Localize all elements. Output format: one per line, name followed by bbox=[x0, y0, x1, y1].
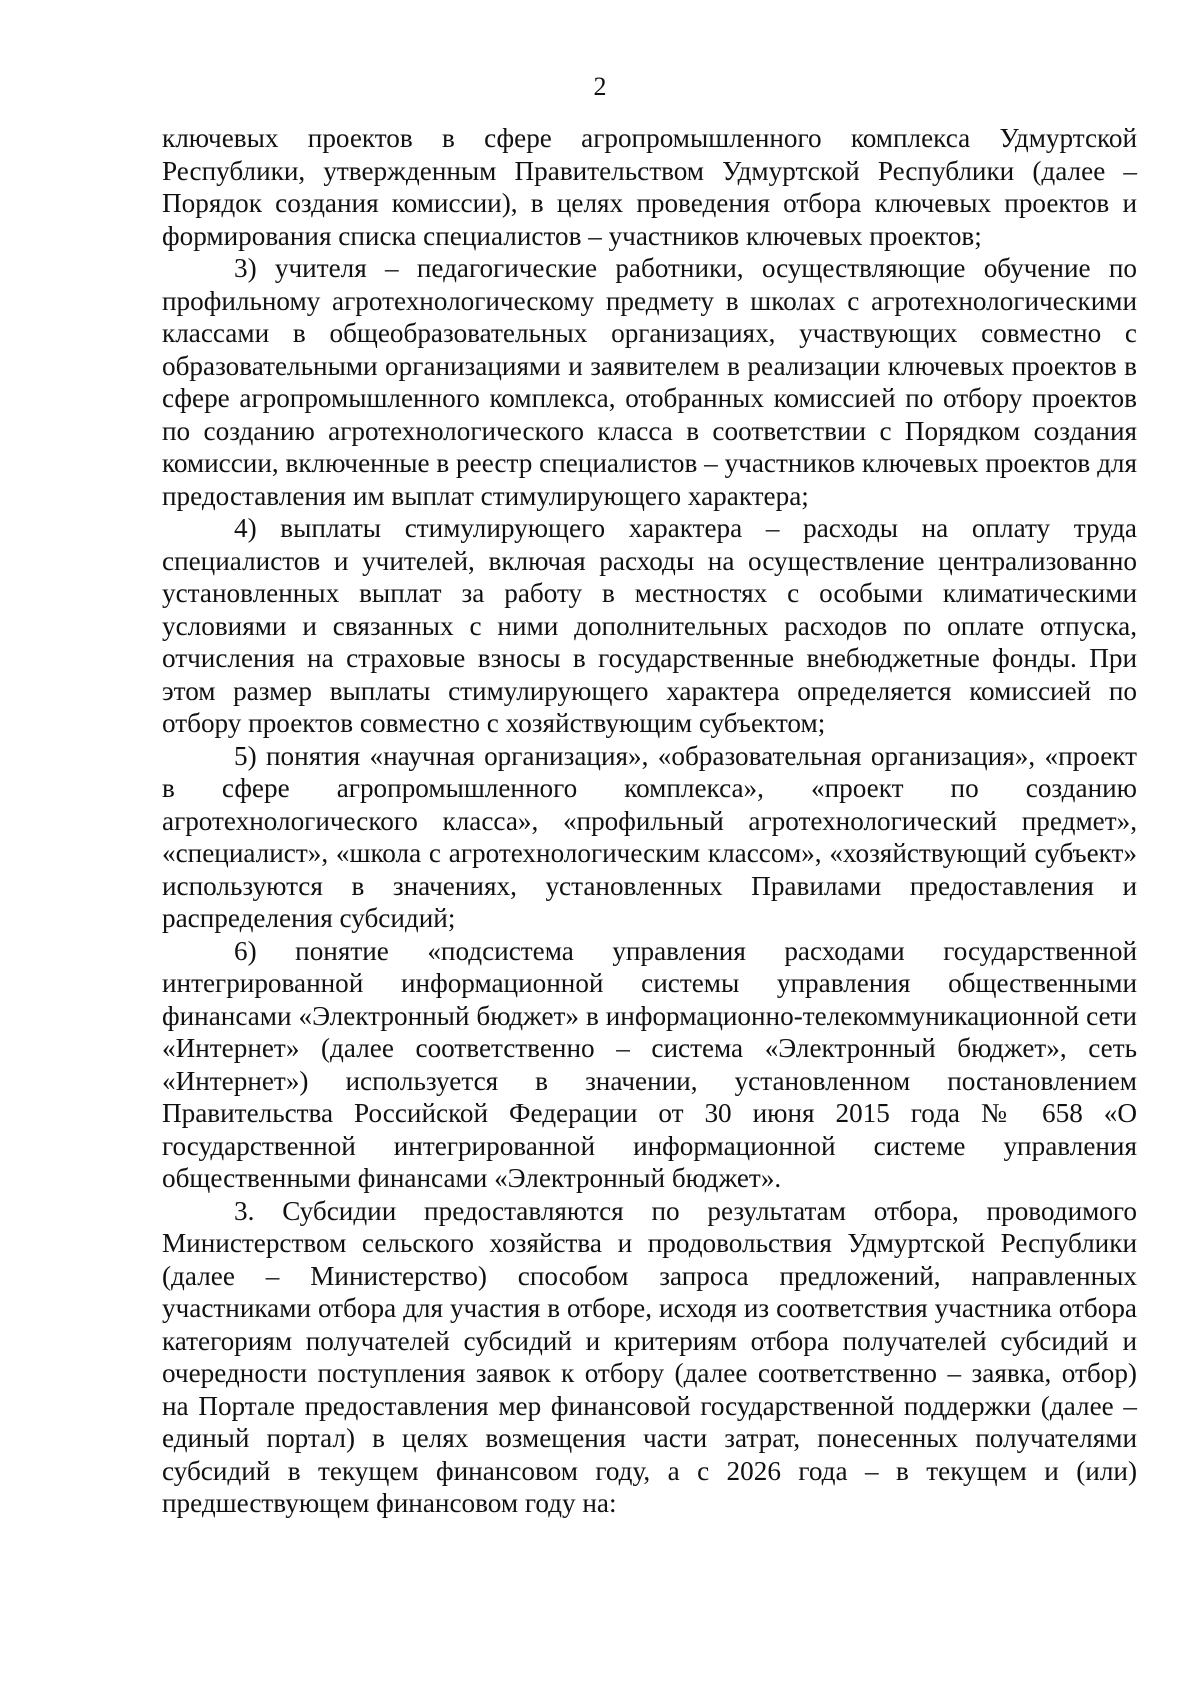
paragraph-clause-3-subsidies: 3. Субсидии предоставляются по результатам отбора, проводимого Министерством сельского хозяйства и продовольствия Удмуртской Республики (далее – Министерство) способом запроса предложений, направленных участниками отбора для участия в отборе, исходя из соответствия участника отбора категориям получателей субсидий и критериям отбора получателей субсидий и очередности поступления заявок к отбору (далее соответственно – заявка, отбор) на Портале предоставления мер финансовой государственной поддержки (далее – единый портал) в целях возмещения части затрат, понесенных получателями субсидий в текущем финансовом году, а с 2026 года – в текущем и (или) предшествующем финансовом году на: bbox=[162, 1195, 1137, 1518]
paragraph-continuation: ключевых проектов в сфере агропромышленного комплекса Удмуртской Республики, утвержденным Правительством Удмуртской Республики (далее – Порядок создания комиссии), в целях проведения отбора ключевых проектов и формирования списка специалистов – участников ключевых проектов; bbox=[162, 123, 1137, 251]
page-number: 2 bbox=[593, 72, 607, 101]
paragraph-item-6-electronic-budget: 6) понятие «подсистема управления расходами государственной интегрированной информационной системы управления общественными финансами «Электронный бюджет» в информационно-телекоммуникационной сети «Интернет» (далее соответственно – система «Электронный бюджет», сеть «Интернет») используется в значении, установленном постановлением Правительства Российской Федерации от 30 июня 2015 года № 658 «О государственной интегрированной информационной системе управления общественными финансами «Электронный бюджет». bbox=[162, 935, 1137, 1193]
paragraph-item-5-concepts: 5) понятия «научная организация», «образовательная организация», «проект в сфере агропромышленного комплекса», «проект по созданию агротехнологического класса», «профильный агротехнологический предмет», «специалист», «школа с агротехнологическим классом», «хозяйствующий субъект» используются в значениях, установленных Правилами предоставления и распределения субсидий; bbox=[162, 740, 1137, 933]
paragraph-item-3-teachers: 3) учителя – педагогические работники, осуществляющие обучение по профильному агротехнологическому предмету в школах с агротехнологическими классами в общеобразовательных организациях, участвующих совместно с образовательными организациями и заявителем в реализации ключевых проектов в сфере агропромышленного комплекса, отобранных комиссией по отбору проектов по созданию агротехнологического класса в соответствии с Порядком создания комиссии, включенные в реестр специалистов – участников ключевых проектов для предоставления им выплат стимулирующего характера; bbox=[162, 253, 1137, 511]
paragraph-item-4-incentive-payments: 4) выплаты стимулирующего характера – расходы на оплату труда специалистов и учителей, включая расходы на осуществление централизованно установленных выплат за работу в местностях с особыми климатическими условиями и связанных с ними дополнительных расходов по оплате отпуска, отчисления на страховые взносы в государственные внебюджетные фонды. При этом размер выплаты стимулирующего характера определяется комиссией по отбору проектов совместно с хозяйствующим субъектом; bbox=[162, 513, 1137, 738]
document-body bbox=[162, 122, 1137, 1520]
